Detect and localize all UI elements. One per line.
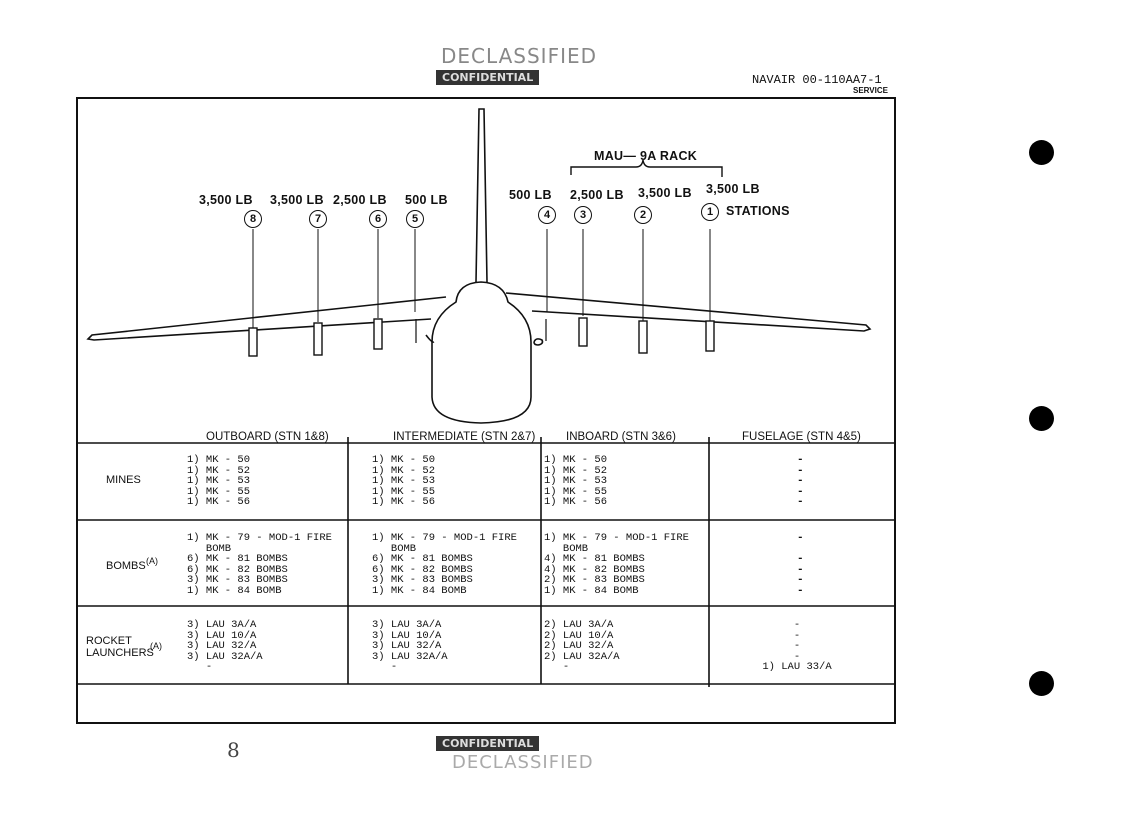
station-6-marker: 6 bbox=[369, 210, 387, 228]
station-8-marker: 8 bbox=[244, 210, 262, 228]
punch-hole-top bbox=[1029, 140, 1054, 165]
bombs-inboard-cell: 1) MK - 79 - MOD-1 FIRE BOMB 4) MK - 81 BOMBS 4) MK - 82 BOMBS 2) MK - 83 BOMBS 1) MK - 84 BOMB bbox=[544, 532, 689, 597]
page-number: 8 bbox=[227, 738, 240, 762]
station-1-capacity: 3,500 LB bbox=[706, 182, 760, 196]
station-7-marker: 7 bbox=[309, 210, 327, 228]
declassified-stamp-top: DECLASSIFIED bbox=[441, 44, 598, 68]
rockets-intermediate-cell: 3) LAU 3A/A 3) LAU 10/A 3) LAU 32/A 3) LAU 32A/A - bbox=[372, 619, 448, 673]
station-5-capacity: 500 LB bbox=[405, 193, 448, 207]
declassified-stamp-bottom: DECLASSIFIED bbox=[452, 752, 594, 773]
station-2-marker: 2 bbox=[634, 206, 652, 224]
row-label-bombs: BOMBS bbox=[106, 560, 146, 572]
stations-label: STATIONS bbox=[726, 204, 790, 218]
station-5-marker: 5 bbox=[406, 210, 424, 228]
row-label-mines: MINES bbox=[106, 474, 141, 486]
column-header-intermediate: INTERMEDIATE (STN 2&7) bbox=[393, 431, 536, 443]
mines-inboard-cell: 1) MK - 50 1) MK - 52 1) MK - 53 1) MK - 55 1) MK - 56 bbox=[544, 454, 608, 508]
punch-hole-middle bbox=[1029, 406, 1054, 431]
rack-label: MAU— 9A RACK bbox=[594, 149, 698, 163]
station-1-marker: 1 bbox=[701, 203, 719, 221]
rockets-fuselage-cell: - - - - 1) LAU 33/A bbox=[762, 619, 832, 673]
column-header-fuselage: FUSELAGE (STN 4&5) bbox=[742, 431, 861, 443]
row-label-rocket-launchers: ROCKET LAUNCHERS bbox=[86, 635, 154, 659]
rocket-launchers-note: (A) bbox=[150, 641, 162, 651]
rockets-inboard-cell: 2) LAU 3A/A 2) LAU 10/A 2) LAU 32/A 2) LAU 32A/A - bbox=[544, 619, 620, 673]
station-8-capacity: 3,500 LB bbox=[199, 193, 253, 207]
mines-intermediate-cell: 1) MK - 50 1) MK - 52 1) MK - 53 1) MK - 55 1) MK - 56 bbox=[372, 454, 436, 508]
station-3-marker: 3 bbox=[574, 206, 592, 224]
bombs-fuselage-cell: - - - - - bbox=[797, 532, 804, 597]
station-4-capacity: 500 LB bbox=[509, 188, 552, 202]
confidential-stamp-top: CONFIDENTIAL bbox=[436, 70, 539, 85]
station-6-capacity: 2,500 LB bbox=[333, 193, 387, 207]
bombs-note: (A) bbox=[146, 556, 158, 566]
doc-number: NAVAIR 00-110AA7-1 bbox=[752, 73, 882, 87]
bombs-intermediate-cell: 1) MK - 79 - MOD-1 FIRE BOMB 6) MK - 81 BOMBS 6) MK - 82 BOMBS 3) MK - 83 BOMBS 1) MK - 84 BOMB bbox=[372, 532, 517, 597]
punch-hole-bottom bbox=[1029, 671, 1054, 696]
bombs-outboard-cell: 1) MK - 79 - MOD-1 FIRE BOMB 6) MK - 81 BOMBS 6) MK - 82 BOMBS 3) MK - 83 BOMBS 1) MK - 84 BOMB bbox=[187, 532, 332, 597]
column-header-outboard: OUTBOARD (STN 1&8) bbox=[206, 431, 329, 443]
rockets-outboard-cell: 3) LAU 3A/A 3) LAU 10/A 3) LAU 32/A 3) LAU 32A/A - bbox=[187, 619, 263, 673]
confidential-stamp-bottom: CONFIDENTIAL bbox=[436, 736, 539, 751]
station-3-capacity: 2,500 LB bbox=[570, 188, 624, 202]
station-4-marker: 4 bbox=[538, 206, 556, 224]
station-2-capacity: 3,500 LB bbox=[638, 186, 692, 200]
section-label: SERVICE bbox=[853, 86, 888, 95]
mines-outboard-cell: 1) MK - 50 1) MK - 52 1) MK - 53 1) MK - 55 1) MK - 56 bbox=[187, 454, 251, 508]
mines-fuselage-cell: - - - - - bbox=[797, 454, 804, 508]
station-7-capacity: 3,500 LB bbox=[270, 193, 324, 207]
column-header-inboard: INBOARD (STN 3&6) bbox=[566, 431, 676, 443]
